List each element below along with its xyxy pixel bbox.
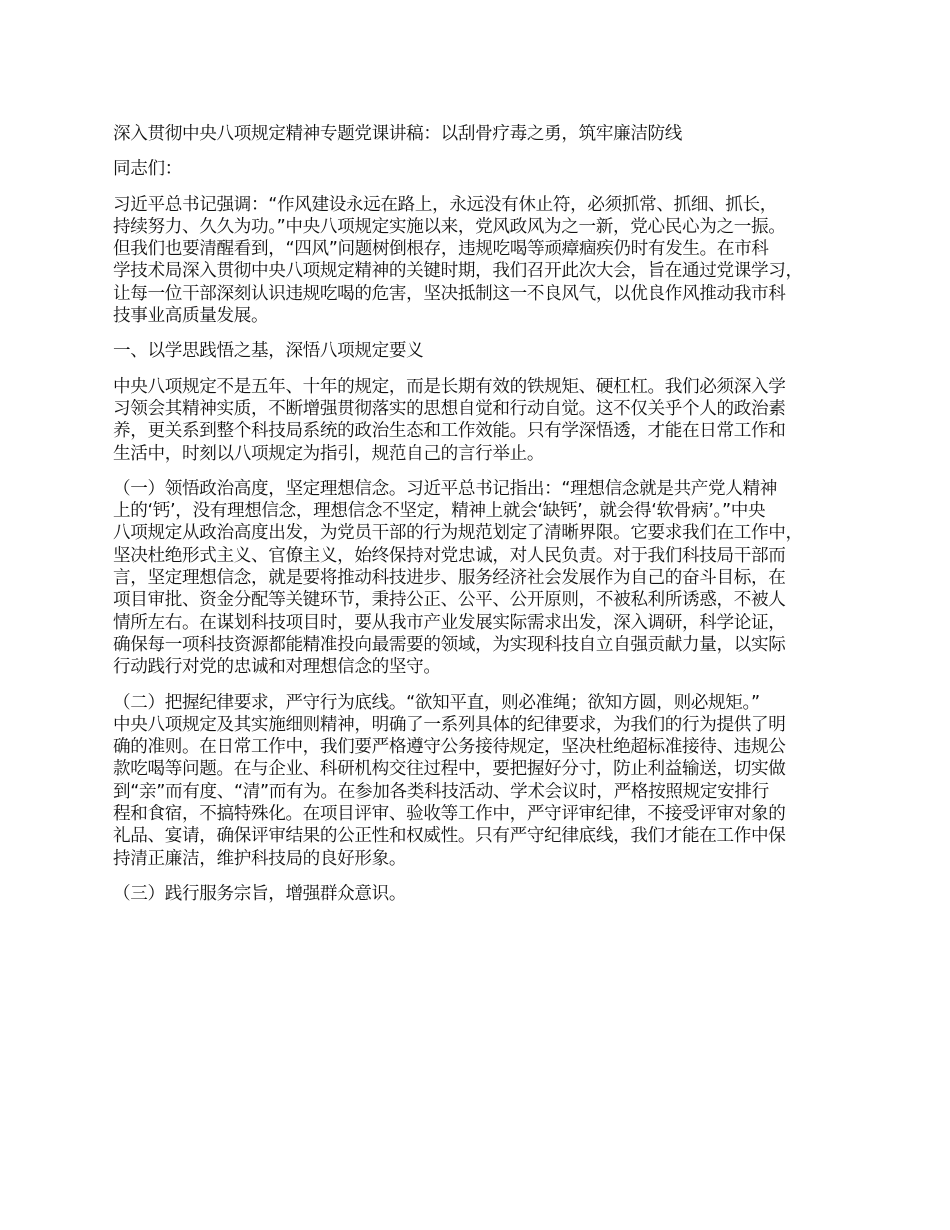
paragraph-subsection-2 [113, 692, 858, 870]
text-line: 八项规定从政治高度出发，为党员干部的行为规范划定了清晰界限。它要求我们在工作中， [113, 523, 803, 544]
text-line: 但我们也要清醒看到，“四风”问题树倒根存，违规吃喝等顽瘴痼疾仍时有发生。在市科 [113, 239, 769, 260]
text-line: 言，坚定理想信念，就是要将推动科技进步、服务经济社会发展作为自己的奋斗目标，在 [113, 568, 786, 589]
heading-line: （三）践行服务宗旨，增强群众意识。 [113, 883, 407, 904]
text-line: 让每一位干部深刻认识违规吃喝的危害，坚决抵制这一不良风气，以优良作风推动我市科 [113, 283, 786, 304]
paragraph-intro [113, 194, 858, 328]
text-line: 礼品、宴请，确保评审结果的公正性和权威性。只有严守纪律底线，我们才能在工作中保 [113, 826, 786, 847]
text-line: 确保每一项科技资源都能精准投向最需要的领域，为实现科技自立自强贡献力量，以实际 [113, 634, 786, 655]
greeting-line: 同志们： [113, 159, 182, 180]
text-line: 坚决杜绝形式主义、官僚主义，始终保持对党忠诚，对人民负责。对于我们科技局干部而 [113, 545, 786, 566]
document-title [113, 123, 858, 145]
text-line: 学技术局深入贯彻中央八项规定精神的关键时期，我们召开此次大会，旨在通过党课学习， [113, 261, 803, 282]
text-line: 习领会其精神实质，不断增强贯彻落实的思想自觉和行动自觉。这不仅关乎个人的政治素 [113, 398, 786, 419]
title-line: 深入贯彻中央八项规定精神专题党课讲稿：以刮骨疗毒之勇，筑牢廉洁防线 [113, 124, 683, 144]
text-line: 中央八项规定及其实施细则精神，明确了一系列具体的纪律要求，为我们的行为提供了明 [113, 714, 786, 735]
text-line: 习近平总书记强调：“作风建设永远在路上，永远没有休止符，必须抓常、抓细、抓长， [113, 194, 778, 215]
text-line: 技事业高质量发展。 [113, 306, 269, 327]
text-line: 持续努力、久久为功。”中央八项规定实施以来，党风政风为之一新，党心民心为之一振。 [113, 216, 786, 237]
paragraph-section-1 [113, 376, 858, 465]
text-line: 项目审批、资金分配等关键环节，秉持公正、公平、公开原则，不被私利所诱惑，不被人 [113, 590, 786, 611]
text-line: 生活中，时刻以八项规定为指引，规范自己的言行举止。 [113, 443, 545, 464]
text-line: 情所左右。在谋划科技项目时，要从我市产业发展实际需求出发，深入调研，科学论证， [113, 612, 786, 633]
text-line: 持清正廉洁，维护科技局的良好形象。 [113, 848, 407, 869]
text-line: 行动践行对党的忠诚和对理想信念的坚守。 [113, 657, 441, 678]
document-page [113, 123, 858, 918]
text-line: （二）把握纪律要求，严守行为底线。“欲知平直，则必准绳；欲知方圆，则必规矩。” [113, 692, 760, 713]
text-line: 到“亲”而有度、“清”而有为。在参加各类科技活动、学术会议时，严格按照规定安排行 [113, 781, 769, 802]
text-line: （一）领悟政治高度，坚定理想信念。习近平总书记指出：“理想信念就是共产党人精神 [113, 478, 778, 499]
heading-line: 一、以学思践悟之基，深悟八项规定要义 [113, 341, 424, 362]
text-line: 款吃喝等问题。在与企业、科研机构交往过程中，要把握好分寸，防止利益输送，切实做 [113, 759, 786, 780]
greeting [113, 158, 858, 180]
text-line: 程和食宿，不搞特殊化。在项目评审、验收等工作中，严守评审纪律，不接受评审对象的 [113, 804, 786, 825]
paragraph-subsection-1 [113, 478, 858, 679]
text-line: 上的‘钙’，没有理想信念，理想信念不坚定，精神上就会‘缺钙’，就会得‘软骨病’。”中央 [113, 501, 766, 522]
text-line: 确的准则。在日常工作中，我们要严格遵守公务接待规定，坚决杜绝超标准接待、违规公 [113, 737, 786, 758]
text-line: 中央八项规定不是五年、十年的规定，而是长期有效的铁规矩、硬杠杠。我们必须深入学 [113, 376, 786, 397]
section-heading-1 [113, 340, 858, 362]
text-line: 养，更关系到整个科技局系统的政治生态和工作效能。只有学深悟透，才能在日常工作和 [113, 421, 786, 442]
subsection-heading-3 [113, 883, 858, 905]
